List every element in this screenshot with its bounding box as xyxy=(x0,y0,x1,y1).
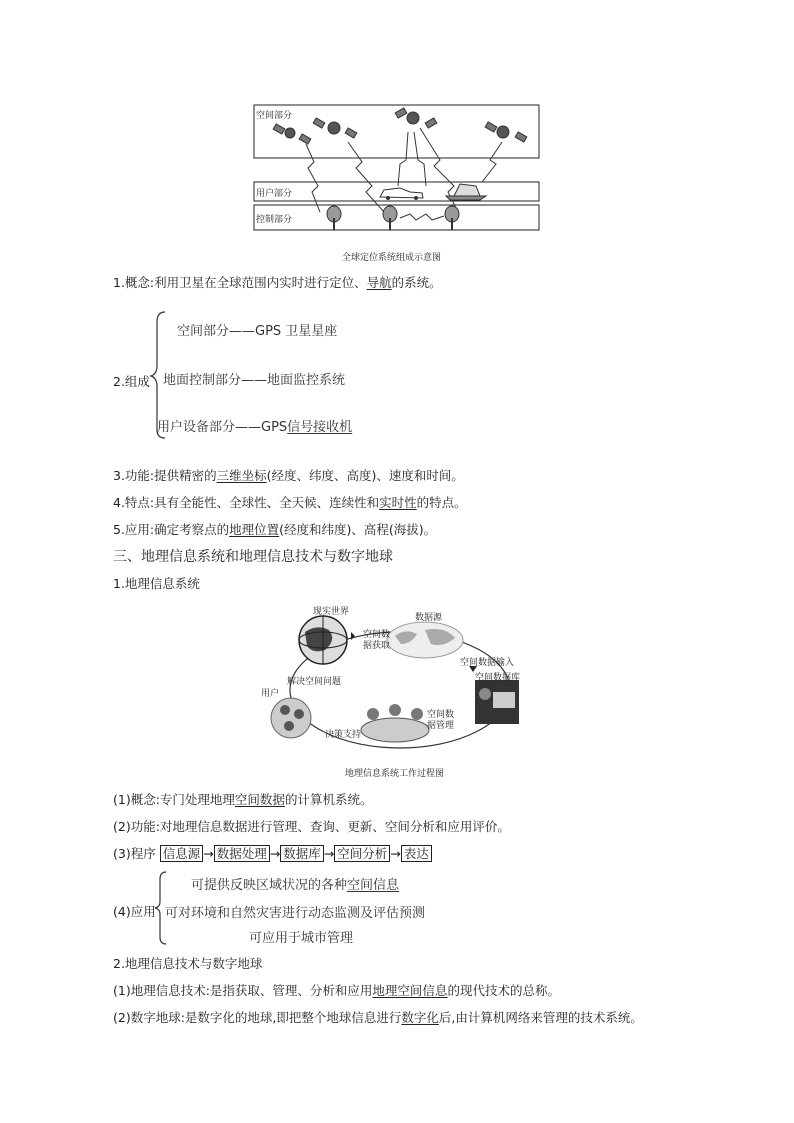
gps-concept: 1.概念:利用卫星在全球范围内实时进行定位、导航的系统。 xyxy=(113,275,442,290)
program-step-database: 数据库 xyxy=(280,845,324,862)
gis-acquire-label: 空间数 xyxy=(363,630,391,640)
gis-program: (3)程序 信息源 → 数据处理 → 数据库 → 空间分析 → 表达 xyxy=(113,846,432,862)
section-3-title: 三、地理信息系统和地理信息技术与数字地球 xyxy=(113,549,393,565)
dish-antenna-icon xyxy=(383,206,397,230)
gis-application-label: (4)应用 xyxy=(113,904,156,919)
gps-diagram-art xyxy=(250,100,545,270)
dish-antenna-icon xyxy=(445,206,459,230)
computer-user-icon xyxy=(475,680,519,724)
composition-item-space: 空间部分——GPS 卫星星座 xyxy=(177,324,338,339)
gis-solve-label: 解决空间问题 xyxy=(287,677,342,687)
gis-input-label: 空间数据输入 xyxy=(460,658,515,668)
dish-antenna-icon xyxy=(327,206,341,230)
gis-acquire-label-2: 据获取 xyxy=(363,641,391,651)
gis-diagram-art xyxy=(255,600,540,780)
gis-real-world-label: 现实世界 xyxy=(313,607,350,617)
gis-function: (2)功能:对地理信息数据进行管理、查询、更新、空间分析和应用评价。 xyxy=(113,819,510,834)
gis-decision-label: 决策支持 xyxy=(325,730,362,740)
gps-function: 3.功能:提供精密的三维坐标(经度、纬度、高度)、速度和时间。 xyxy=(113,468,464,483)
gis-application-item-1: 可提供反映区域状况的各种空间信息 xyxy=(191,878,400,893)
gis-database-label: 空间数据库 xyxy=(475,673,521,683)
program-step-analysis: 空间分析 xyxy=(334,845,390,862)
gis-applications xyxy=(113,870,473,946)
users-icon xyxy=(271,698,311,738)
gps-application: 5.应用:确定考察点的地理位置(经度和纬度)、高程(海拔)。 xyxy=(113,522,437,537)
program-step-source: 信息源 xyxy=(160,845,204,862)
gis-manage-label-2: 据管理 xyxy=(427,721,455,731)
gps-composition xyxy=(113,310,413,440)
space-part-label: 空间部分 xyxy=(256,111,293,121)
satellite-icon xyxy=(395,108,437,128)
program-step-expression: 表达 xyxy=(401,845,432,862)
globe-icon xyxy=(299,616,347,664)
tech-heading: 2.地理信息技术与数字地球 xyxy=(113,956,263,971)
gis-heading: 1.地理信息系统 xyxy=(113,576,200,591)
tech-item-1: (1)地理信息技术:是指获取、管理、分析和应用地理空间信息的现代技术的总称。 xyxy=(113,983,560,998)
gis-application-item-2: 可对环境和自然灾害进行动态监测及评估预测 xyxy=(165,906,426,921)
control-part-label: 控制部分 xyxy=(256,215,293,225)
gis-application-item-3: 可应用于城市管理 xyxy=(249,931,354,946)
car-icon xyxy=(380,188,423,200)
gis-manage-label: 空间数 xyxy=(427,710,455,720)
meeting-icon xyxy=(361,704,429,742)
tech-item-2: (2)数字地球:是数字化的地球,即把整个地球信息进行数字化后,由计算机网络来管理的技术系统。 xyxy=(113,1010,643,1025)
composition-item-control: 地面控制部分——地面监控系统 xyxy=(163,373,346,388)
composition-item-user: 用户设备部分——GPS信号接收机 xyxy=(157,420,353,435)
world-map-icon xyxy=(387,622,463,658)
composition-label: 2.组成 xyxy=(113,374,150,389)
gis-diagram xyxy=(255,600,540,780)
gps-diagram xyxy=(250,100,545,270)
gis-diagram-caption: 地理信息系统工作过程图 xyxy=(345,769,445,779)
user-part-label: 用户部分 xyxy=(256,189,293,199)
program-step-processing: 数据处理 xyxy=(214,845,270,862)
gis-data-source-label: 数据源 xyxy=(415,613,443,623)
gis-concept: (1)概念:专门处理地理空间数据的计算机系统。 xyxy=(113,792,373,807)
satellite-icon xyxy=(273,124,311,144)
satellite-icon xyxy=(485,122,527,142)
gis-user-label: 用户 xyxy=(261,689,280,699)
ship-icon xyxy=(446,184,486,200)
gps-feature: 4.特点:具有全能性、全球性、全天候、连续性和实时性的特点。 xyxy=(113,495,467,510)
satellite-icon xyxy=(313,118,357,138)
gps-diagram-caption: 全球定位系统组成示意图 xyxy=(342,253,442,263)
